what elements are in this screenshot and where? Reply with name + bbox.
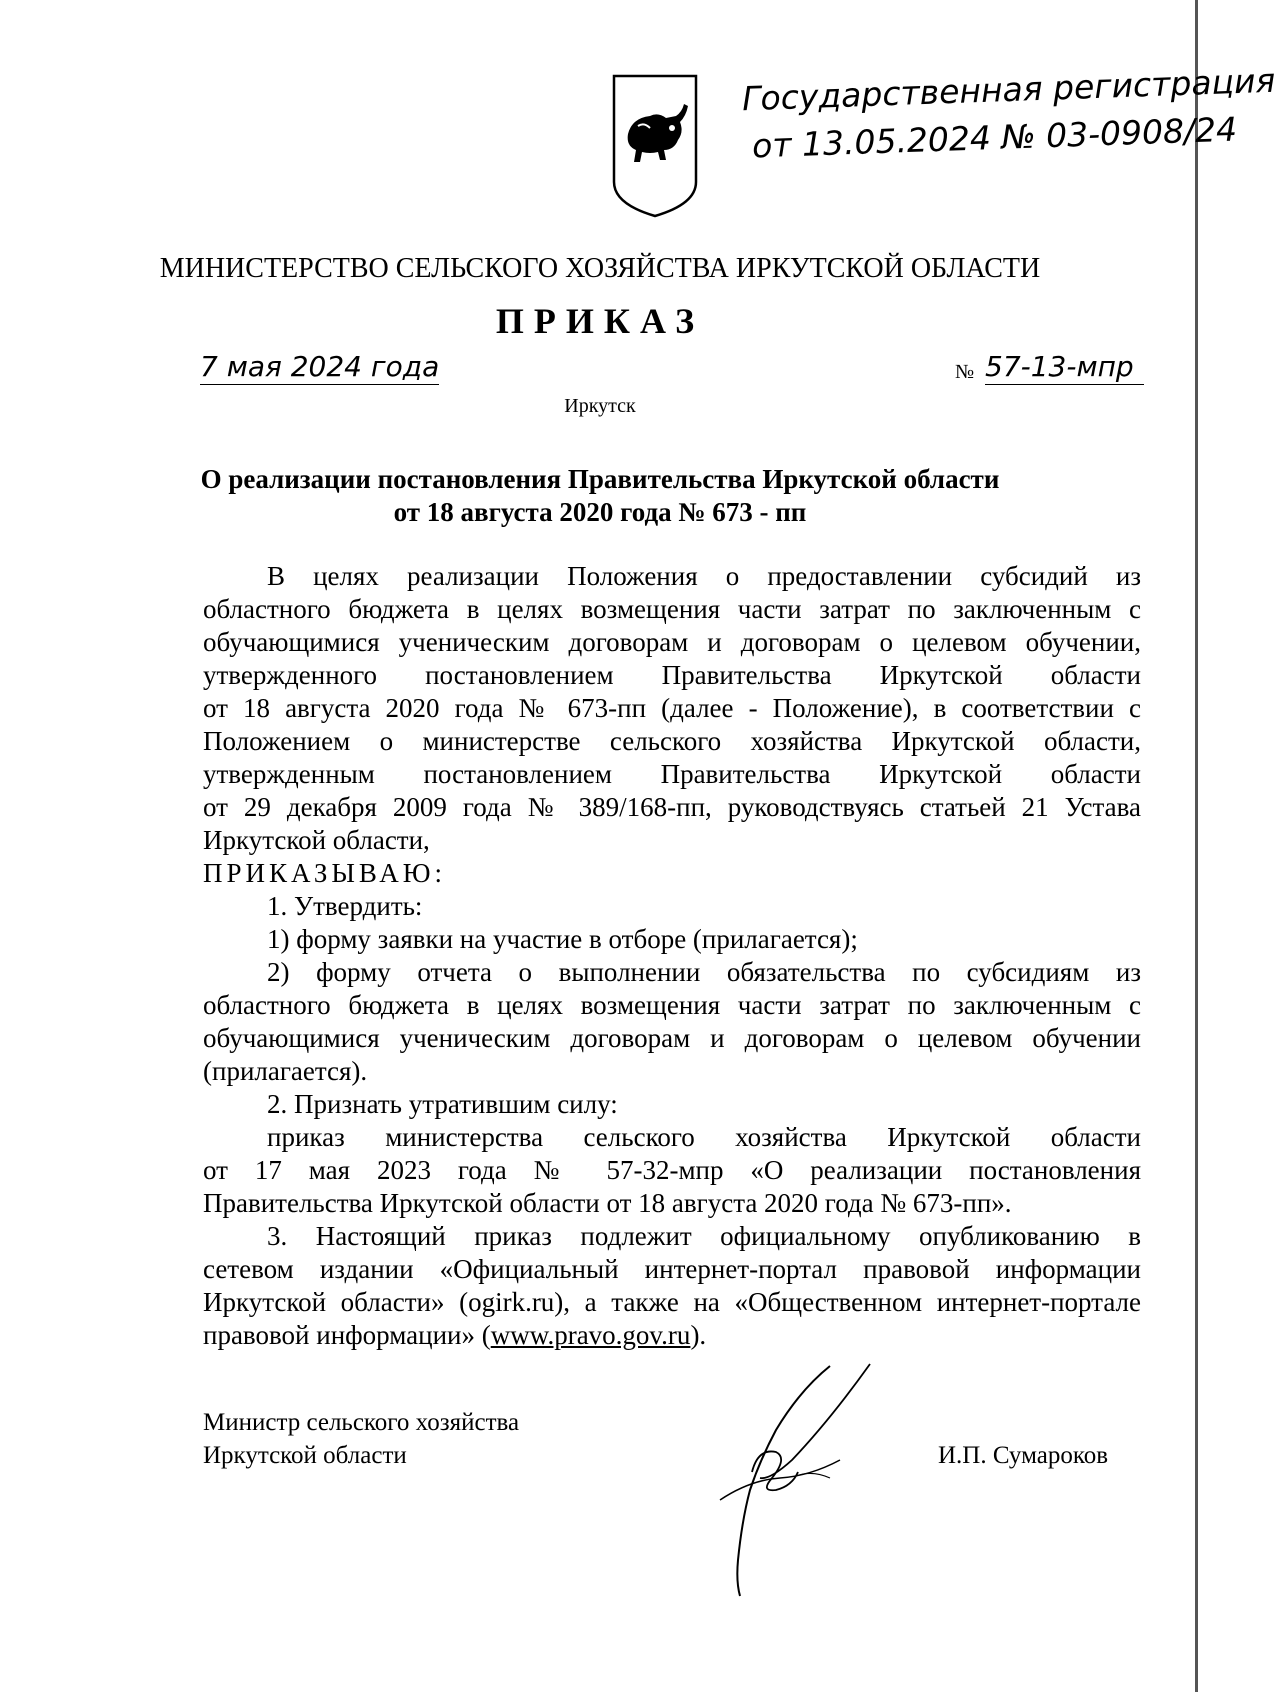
body-line: обучающимися ученическим договорам и договорам о целевом обучении,: [203, 627, 1141, 657]
item-1: 1. Утвердить:: [267, 891, 423, 921]
item-1-2-line: областного бюджета в целях возмещения части затрат по заключенным с: [203, 990, 1141, 1020]
coat-of-arms-icon: [610, 72, 700, 220]
item-3-last-suffix: ).: [690, 1320, 707, 1350]
body-line: утвержденного постановлением Правительства Иркутской области: [203, 660, 1141, 690]
item-3-last-line: [203, 1319, 1141, 1351]
order-word: ПРИКАЗЫВАЮ:: [203, 858, 446, 888]
item-2-line: приказ министерства сельского хозяйства Иркутской области: [267, 1122, 1141, 1152]
signer-name: И.П. Сумароков: [938, 1442, 1109, 1469]
order-date: 7 мая 2024 года: [200, 350, 440, 383]
number-sign: №: [955, 361, 975, 383]
signature-icon: [680, 1360, 880, 1600]
body-line: от 29 декабря 2009 года № 389/168-пп, руководствуясь статьей 21 Устава: [203, 792, 1141, 822]
body-line: утвержденным постановлением Правительства Иркутской области: [203, 759, 1141, 789]
item-1-2-line: (прилагается).: [203, 1056, 368, 1086]
item-2-line: Правительства Иркутской области от 18 августа 2020 года № 673-пп».: [203, 1188, 1012, 1218]
item-1-2-line: обучающимися ученическим договорам и договорам о целевом обучении: [203, 1023, 1141, 1053]
item-3-last-prefix: правовой информации» (: [203, 1320, 491, 1350]
item-3-line: Иркутской области» (ogirk.ru), а также на «Общественном интернет-портале: [203, 1287, 1141, 1317]
registration-line-2: от 13.05.2024 № 03-0908/24: [751, 109, 1238, 166]
order-title-line-1: О реализации постановления Правительства Иркутской области: [200, 464, 1000, 494]
body-line: областного бюджета в целях возмещения части затрат по заключенным с: [203, 594, 1141, 624]
item-3-line: 3. Настоящий приказ подлежит официальному опубликованию в: [267, 1221, 1141, 1251]
body-line: В целях реализации Положения о предоставлении субсидий из: [267, 561, 1141, 591]
body-line: Положением о министерстве сельского хозяйства Иркутской области,: [203, 726, 1141, 756]
order-title-line-2: от 18 августа 2020 года № 673 - пп: [393, 497, 807, 527]
item-1-2-line: 2) форму отчета о выполнении обязательства по субсидиям из: [267, 957, 1141, 987]
pravo-link[interactable]: www.pravo.gov.ru: [490, 1320, 691, 1350]
city: Иркутск: [564, 395, 636, 417]
signer-position-line-2: Иркутской области: [203, 1442, 407, 1469]
item-3-line: сетевом издании «Официальный интернет-портал правовой информации: [203, 1254, 1141, 1284]
item-2-line: от 17 мая 2023 года № 57-32-мпр «О реализации постановления: [203, 1155, 1141, 1185]
item-2: 2. Признать утратившим силу:: [267, 1089, 618, 1119]
doc-type-title: ПРИКАЗ: [495, 301, 705, 341]
signer-position-line-1: Министр сельского хозяйства: [203, 1409, 520, 1436]
registration-line-1: Государственная регистрация: [741, 60, 1276, 119]
body-line: от 18 августа 2020 года № 673-пп (далее - Положение), в соответствии с: [203, 693, 1141, 723]
order-number: 57-13-мпр: [985, 350, 1144, 385]
body-line: Иркутской области,: [203, 825, 430, 855]
item-1-1: 1) форму заявки на участие в отборе (прилагается);: [267, 924, 858, 954]
ministry-name: МИНИСТЕРСТВО СЕЛЬСКОГО ХОЗЯЙСТВА ИРКУТСКОЙ ОБЛАСТИ: [159, 253, 1041, 284]
